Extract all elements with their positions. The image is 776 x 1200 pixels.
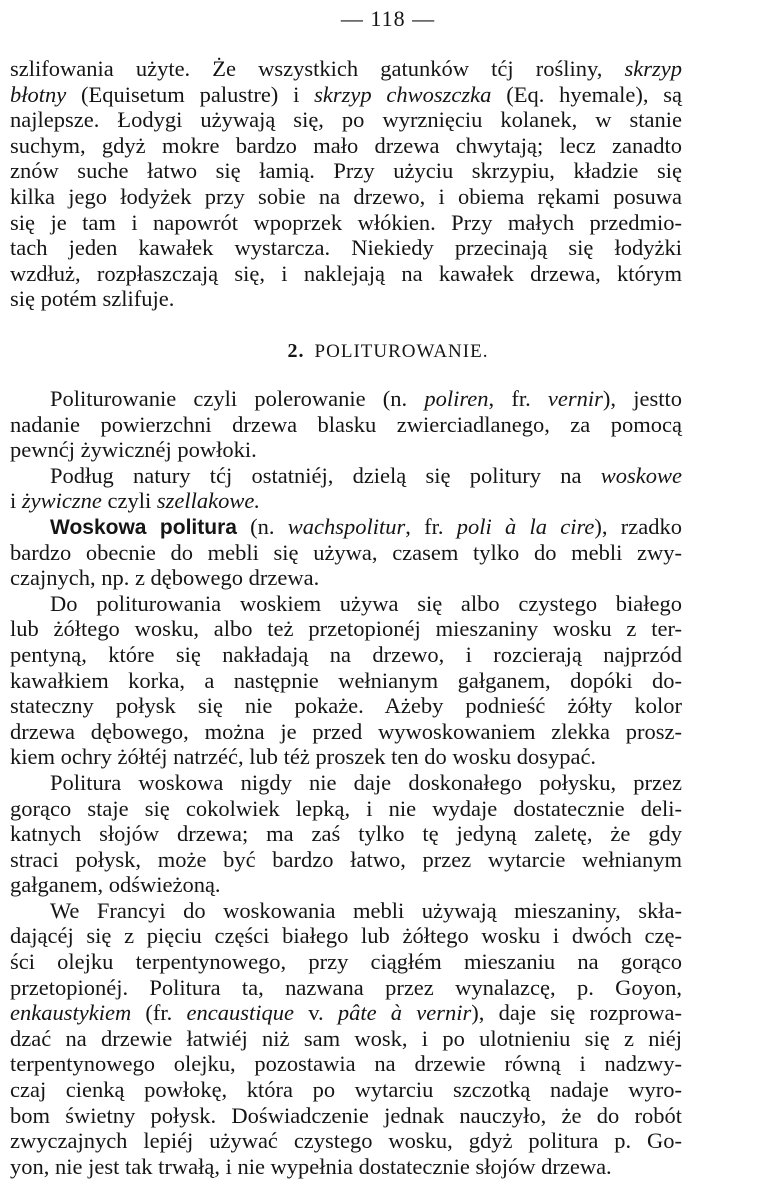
text-run: straci połysk, może być bardzo łatwo, przez wytarcie wełnianym bbox=[10, 846, 682, 872]
text-run: Podług natury tćj ostatniéj, dzielą się politury na bbox=[50, 462, 601, 488]
text-line bbox=[10, 565, 682, 591]
text-line bbox=[10, 975, 682, 1001]
text-line bbox=[10, 158, 682, 184]
text-run: pewnćj żywicznéj powłoki. bbox=[10, 437, 257, 463]
section-number: 2. bbox=[287, 340, 305, 362]
text-line bbox=[10, 1154, 682, 1180]
text-line bbox=[10, 949, 682, 975]
text-line bbox=[10, 719, 682, 745]
text-run: i bbox=[10, 488, 22, 514]
text-run: pentyną, które się nakładają na drzewo, i rozcierają najprzód bbox=[10, 641, 682, 667]
text-run: kiem ochry żółtéj natrzéć, lub téż proszek ten do wosku dosypać. bbox=[10, 744, 597, 770]
italic-term: encaustique bbox=[186, 1000, 294, 1026]
text-line bbox=[10, 668, 682, 694]
text-line bbox=[10, 488, 682, 514]
text-line bbox=[10, 286, 682, 312]
text-run: katnych słojów drzewa; ma zaś tylko tę jedyną zaletę, że gdy bbox=[10, 821, 682, 847]
page-number: — 118 — bbox=[340, 6, 436, 31]
text-run: czajnych, np. z dębowego drzewa. bbox=[10, 565, 320, 591]
paragraph-block-top bbox=[10, 56, 682, 312]
text-line bbox=[10, 1000, 682, 1026]
text-line bbox=[10, 1051, 682, 1077]
text-run: ), jestto bbox=[602, 386, 682, 411]
italic-term: poliren bbox=[424, 386, 489, 411]
text-line bbox=[10, 386, 682, 412]
text-run: (fr. bbox=[131, 1000, 187, 1026]
text-run: (n. bbox=[236, 513, 288, 539]
text-run: dzać na drzewie łatwiéj niż sam wosk, i po ulotnieniu się z niéj bbox=[10, 1025, 682, 1051]
italic-term: poli à la cire bbox=[456, 513, 595, 539]
text-run: , fr. bbox=[405, 513, 457, 539]
text-run: ści olejku terpentynowego, przy ciągłém mieszaniu na gorąco bbox=[10, 949, 682, 975]
text-run: czyli bbox=[101, 488, 157, 514]
text-run: (Eq. hyemale), są bbox=[491, 81, 682, 107]
text-run: , fr. bbox=[488, 386, 548, 411]
bold-term: Woskowa politura bbox=[50, 515, 237, 539]
text-line bbox=[10, 591, 682, 617]
italic-term: żywiczne bbox=[21, 488, 102, 514]
italic-term: enkaustykiem bbox=[10, 1000, 132, 1026]
text-run: nadanie powierzchni drzewa blasku zwierciadlanego, za pomocą bbox=[10, 411, 682, 437]
text-line bbox=[10, 235, 682, 261]
text-run: stateczny połysk się nie pokaże. Ażeby podnieść żółty kolor bbox=[10, 693, 682, 719]
text-line bbox=[10, 210, 682, 236]
text-run: We Francyi do woskowania mebli używają mieszaniny, skła- bbox=[50, 897, 682, 923]
text-line bbox=[10, 514, 682, 540]
text-run: zwyczajnych lepiéj używać czystego wosku, gdyż politura p. Go- bbox=[10, 1128, 682, 1154]
text-run: terpentynowego olejku, pozostawia na drzewie równą i nadzwy- bbox=[10, 1051, 682, 1077]
text-line bbox=[10, 821, 682, 847]
text-line bbox=[10, 133, 682, 159]
text-run: gorąco staje się cokolwiek lepką, i nie wydaje dostatecznie deli- bbox=[10, 795, 682, 821]
text-line bbox=[10, 56, 682, 82]
text-run: się potém szlifuje. bbox=[10, 286, 175, 312]
text-line bbox=[10, 847, 682, 873]
text-run: bom świetny połysk. Doświadczenie jednak nauczyło, że do robót bbox=[10, 1102, 682, 1128]
text-run: czaj cienką powłokę, która po wytarciu szczotką nadaje wyro- bbox=[10, 1077, 682, 1103]
text-run: szlifowania użyte. Że wszystkich gatunków tćj rośliny, bbox=[10, 56, 625, 81]
italic-term: wachspolitur bbox=[287, 513, 406, 539]
text-line bbox=[10, 412, 682, 438]
text-line bbox=[10, 1103, 682, 1129]
text-line bbox=[10, 540, 682, 566]
paragraph-block-main bbox=[10, 386, 682, 1179]
text-run: tach jeden kawałek wystarcza. Niekiedy przecinają się łodyżki bbox=[10, 235, 682, 261]
italic-term: szellakowe. bbox=[156, 488, 260, 514]
text-line bbox=[10, 82, 682, 108]
text-run: dającéj się z pięciu części białego lub żółtego wosku i dwóch czę- bbox=[10, 923, 682, 949]
text-line bbox=[10, 642, 682, 668]
text-run: suchym, gdyż mokre bardzo mało drzewa chwytają; lecz zanadto bbox=[10, 132, 682, 158]
text-run: znów suche łatwo się łamią. Przy użyciu skrzypiu, kładzie się bbox=[10, 158, 682, 184]
text-run: kilka jego łodyżek przy sobie na drzewo, i obiema rękami posuwa bbox=[10, 183, 682, 209]
italic-term: skrzyp chwoszczka bbox=[314, 81, 492, 107]
italic-term: woskowe bbox=[600, 462, 682, 488]
text-line bbox=[10, 796, 682, 822]
section-title: POLITUROWANIE. bbox=[314, 341, 489, 362]
text-run: Politura woskowa nigdy nie daje doskonałego połysku, przez bbox=[50, 769, 682, 795]
text-run: najlepsze. Łodygi używają się, po wyrznięciu kolanek, w stanie bbox=[10, 107, 682, 133]
text-line bbox=[10, 616, 682, 642]
text-line bbox=[10, 1077, 682, 1103]
text-run: przetopionéj. Politura ta, nazwana przez wynalazcę, p. Goyon, bbox=[10, 974, 682, 1000]
text-line bbox=[10, 770, 682, 796]
text-line bbox=[10, 872, 682, 898]
text-line bbox=[10, 693, 682, 719]
italic-term: błotny bbox=[10, 81, 67, 107]
text-line bbox=[10, 463, 682, 489]
italic-term: skrzyp bbox=[624, 56, 682, 81]
italic-term: vernir bbox=[547, 386, 603, 411]
text-run: v. bbox=[293, 1000, 338, 1026]
text-line bbox=[10, 1026, 682, 1052]
text-run: Do politurowania woskiem używa się albo czystego białego bbox=[50, 590, 682, 616]
text-line bbox=[10, 184, 682, 210]
text-run: kawałkiem korka, a następnie wełnianym gałganem, dopóki do- bbox=[10, 667, 682, 693]
text-run: ), daje się rozprowa- bbox=[471, 1000, 682, 1026]
text-run: ), rzadko bbox=[594, 513, 682, 539]
text-line bbox=[10, 437, 682, 463]
text-run: gałganem, odświeżoną. bbox=[10, 872, 221, 898]
text-line bbox=[10, 923, 682, 949]
text-run: wzdłuż, rozpłaszczają się, i naklejają na kawałek drzewa, którym bbox=[10, 260, 682, 286]
text-line bbox=[10, 107, 682, 133]
text-line bbox=[10, 744, 682, 770]
text-run: Politurowanie czyli polerowanie (n. bbox=[50, 386, 425, 411]
text-run: (Equisetum palustre) i bbox=[66, 81, 315, 107]
section-heading bbox=[0, 340, 776, 363]
text-line bbox=[10, 898, 682, 924]
italic-term: pâte à vernir bbox=[337, 1000, 472, 1026]
text-run: lub żółtego wosku, albo też przetopionéj mieszaniny wosku z ter- bbox=[10, 616, 682, 642]
text-line bbox=[10, 1128, 682, 1154]
text-line bbox=[10, 261, 682, 287]
text-run: bardzo obecnie do mebli się używa, czasem tylko do mebli zwy- bbox=[10, 539, 682, 565]
text-run: się je tam i napowrót wpoprzek włókien. Przy małych przedmio- bbox=[10, 209, 682, 235]
text-run: yon, nie jest tak trwałą, i nie wypełnia dostatecznie słojów drzewa. bbox=[10, 1153, 612, 1179]
text-run: drzewa dębowego, można je przed wywoskowaniem zlekka prosz- bbox=[10, 718, 682, 744]
